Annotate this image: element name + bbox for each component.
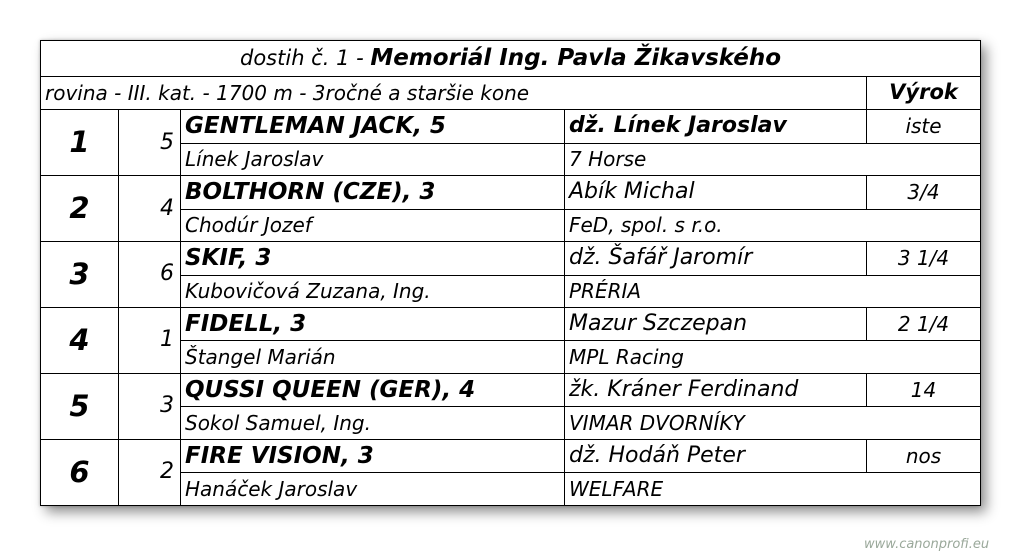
margin: iste [867,110,981,144]
trainer-name: Hanáček Jaroslav [181,473,565,506]
jockey-name: žk. Kráner Ferdinand [565,373,867,407]
start-number: 6 [119,242,181,308]
result-row [41,110,981,144]
trainer-name: Chodúr Jozef [181,209,565,241]
trainer-name: Kubovičová Zuzana, Ing. [181,275,565,307]
race-prefix: dostih č. 1 - [240,45,371,70]
trainer-name: Sokol Samuel, Ing. [181,407,565,439]
result-subrow [41,209,981,241]
result-subrow [41,473,981,506]
start-number: 2 [119,439,181,505]
owner-name: MPL Racing [565,341,981,373]
margin: 2 1/4 [867,307,981,341]
race-conditions-row [41,76,981,110]
race-name: Memoriál Ing. Pavla Žikavského [370,44,782,71]
margin: 14 [867,373,981,407]
place: 6 [41,439,119,505]
place: 4 [41,307,119,373]
result-row [41,176,981,210]
margin: nos [867,439,981,473]
jockey-name: Mazur Szczepan [565,307,867,341]
horse-name: BOLTHORN (CZE), 3 [181,176,565,210]
jockey-name: Abík Michal [565,176,867,210]
place: 2 [41,176,119,242]
horse-name: FIDELL, 3 [181,307,565,341]
start-number: 5 [119,110,181,176]
result-subrow [41,275,981,307]
horse-name: QUSSI QUEEN (GER), 4 [181,373,565,407]
results-card [40,40,980,506]
trainer-name: Štangel Marián [181,341,565,373]
result-header: Výrok [867,76,981,110]
start-number: 4 [119,176,181,242]
jockey-name: dž. Línek Jaroslav [565,110,867,144]
result-subrow [41,341,981,373]
horse-name: SKIF, 3 [181,242,565,276]
watermark: www.canonprofi.eu [864,537,990,552]
margin: 3 1/4 [867,242,981,276]
horse-name: GENTLEMAN JACK, 5 [181,110,565,144]
race-title-row [41,41,981,77]
result-subrow [41,143,981,175]
place: 3 [41,242,119,308]
owner-name: WELFARE [565,473,981,506]
horse-name: FIRE VISION, 3 [181,439,565,473]
place: 1 [41,110,119,176]
race-conditions: rovina - III. kat. - 1700 m - 3ročné a staršie kone [41,76,867,110]
owner-name: PRÉRIA [565,275,981,307]
results-table [40,40,981,506]
place: 5 [41,373,119,439]
result-row [41,307,981,341]
start-number: 3 [119,373,181,439]
result-row [41,373,981,407]
race-title [41,41,981,77]
trainer-name: Línek Jaroslav [181,143,565,175]
result-row [41,439,981,473]
margin: 3/4 [867,176,981,210]
start-number: 1 [119,307,181,373]
result-subrow [41,407,981,439]
owner-name: 7 Horse [565,143,981,175]
result-row [41,242,981,276]
owner-name: FeD, spol. s r.o. [565,209,981,241]
jockey-name: dž. Šafář Jaromír [565,242,867,276]
jockey-name: dž. Hodáň Peter [565,439,867,473]
owner-name: VIMAR DVORNÍKY [565,407,981,439]
